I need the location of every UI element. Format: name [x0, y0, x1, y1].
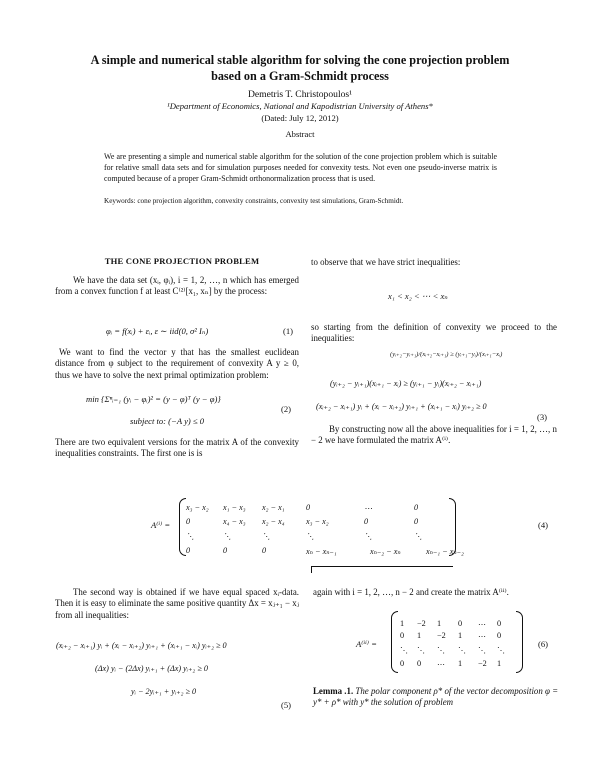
matrix-4-cell: ⋱: [306, 532, 315, 541]
abstract-text: We are presenting a simple and numerical stable algorithm for the solution of the cone projection problem which is suitable for relative small data sets and for simulation purposes needed for convexity tests. Not even one pseudo-inverse matrix is computed because of a proper Gram-Schmidt orthonormalization process that is used.: [104, 152, 497, 183]
abstract-heading: Abstract: [285, 129, 315, 139]
paper-title: [50, 52, 550, 84]
bottom-right-paragraph: again with i = 1, 2, …, n − 2 and create the matrix A⁽ⁱⁱ⁾.: [313, 587, 509, 597]
matrix-6-cell: 0: [400, 631, 405, 640]
matrix-4-cell: x₃ − x₂: [306, 517, 329, 526]
matrix-6-cell: 1: [497, 659, 502, 668]
right-paragraph-3: By constructing now all the above inequalities for i = 1, 2, …, n − 2 we have formulated the matrix A⁽ⁱ⁾.: [311, 424, 557, 446]
matrix-6-cell: 1: [417, 631, 422, 640]
date-line: (Dated: July 12, 2012): [261, 113, 339, 123]
matrix-6-cell: −2: [478, 659, 487, 668]
matrix-6-right-bracket: [516, 611, 523, 673]
matrix-4-cell: ⋯: [364, 504, 373, 513]
matrix-4-label: A⁽ⁱ⁾ =: [151, 520, 171, 530]
matrix-6-cell: 0: [400, 659, 405, 668]
equation-5b: (Δx) yᵢ − (2Δx) yᵢ₊₁ + (Δx) yᵢ₊₂ ≥ 0: [95, 664, 208, 673]
matrix-6-cell: ⋯: [478, 632, 487, 641]
matrix-4-cell: 0: [262, 546, 267, 555]
matrix-4-cell: 0: [223, 546, 228, 555]
matrix-6-cell: 0: [417, 659, 422, 668]
matrix-6-cell: 1: [400, 619, 405, 628]
equation-5-number: (5): [281, 700, 292, 710]
affiliation: ¹Department of Economics, National and Kapodistrian University of Athens*: [167, 101, 433, 111]
matrix-6-cell: 1: [458, 631, 463, 640]
matrix-4-cell: ⋱: [223, 532, 232, 541]
matrix-4-cell: ⋱: [414, 532, 423, 541]
column-rule: [311, 566, 453, 567]
equation-3-number: (3): [537, 412, 548, 422]
lemma-text: The polar component ρ* of the vector decomposition φ = y* + ρ* with y* the solution of problem: [313, 686, 559, 708]
section-title: THE CONE PROJECTION PROBLEM: [104, 256, 260, 266]
matrix-4-cell: x₄ − x₃: [223, 517, 246, 526]
matrix-4-cell: 0: [364, 517, 369, 526]
matrix-6-cell: ⋱: [458, 646, 467, 655]
equation-6-number: (6): [538, 639, 549, 649]
matrix-4-cell: 0: [414, 517, 419, 526]
equation-1-number: (1): [283, 326, 294, 336]
matrix-6-cell: ⋱: [437, 646, 446, 655]
matrix-6-cell: −2: [437, 631, 446, 640]
equation-3b: (xᵢ₊₂ − xᵢ₊₁) yᵢ + (xᵢ − xᵢ₊₂) yᵢ₊₁ + (xᵢ₊₁ − xᵢ) yᵢ₊₂ ≥ 0: [316, 402, 487, 411]
matrix-6-cell: 0: [497, 619, 502, 628]
matrix-6-cell: ⋯: [437, 660, 446, 669]
left-paragraph-3: There are two equivalent versions for the matrix A of the convexity inequalities constraints. The first one is is: [55, 437, 299, 459]
right-paragraph-1: to observe that we have strict inequalities:: [311, 257, 461, 267]
convexity-fraction: (yᵢ₊₂−yᵢ₊₁)/(xᵢ₊₂−xᵢ₊₁) ≥ (yᵢ₊₁−yᵢ)/(xᵢ₊₁−xᵢ): [390, 351, 503, 358]
lemma-heading: Lemma .1.: [313, 686, 354, 696]
matrix-6-cell: ⋱: [497, 646, 506, 655]
matrix-4-cell: 0: [186, 546, 191, 555]
matrix-4-cell: xₙ₋₂ − xₙ: [370, 547, 401, 556]
equation-5a: (xᵢ₊₂ − xᵢ₊₁) yᵢ + (xᵢ − xᵢ₊₂) yᵢ₊₁ + (xᵢ₊₁ − xᵢ) yᵢ₊₂ ≥ 0: [56, 641, 227, 650]
left-paragraph-1: We have the data set (xᵢ, φᵢ), i = 1, 2, …, n which has emerged from a convex function f at least C⁽²⁾[x₁, xₙ] by the process:: [55, 275, 299, 297]
column-rule-tick: [311, 566, 312, 573]
keywords: Keywords: cone projection algorithm, convexity constraints, convexity test simulations, Gram-Schmidt.: [104, 197, 404, 205]
matrix-4-cell: x₂ − x₄: [262, 517, 285, 526]
equation-2-subject: subject to: (−A y) ≤ 0: [130, 416, 205, 426]
matrix-6-cell: −2: [417, 619, 426, 628]
equation-2-min: min {Σⁿᵢ₌₁ (yᵢ − φᵢ)² = (y − φ)ᵀ (y − φ)}: [86, 394, 221, 404]
matrix-4-cell: ⋱: [364, 532, 373, 541]
right-paragraph-2: so starting from the definition of convexity we proceed to the inequalities:: [311, 322, 557, 344]
matrix-6-cell: 1: [458, 659, 463, 668]
matrix-4-cell: xₙ₋₁ − xₙ₋₂: [426, 547, 464, 556]
matrix-6-cell: ⋯: [478, 620, 487, 629]
matrix-6-cell: ⋱: [478, 646, 487, 655]
equation-2-number: (2): [281, 404, 292, 414]
equation-5c: yᵢ − 2yᵢ₊₁ + yᵢ₊₂ ≥ 0: [131, 687, 197, 696]
left-paragraph-2: We want to find the vector y that has the smallest euclidean distance from φ subject to the requirement of convexity A y ≥ 0, thus we have to solve the next primal optimization problem:: [55, 347, 299, 380]
matrix-4-cell: 0: [306, 503, 311, 512]
matrix-4-cell: ⋱: [186, 532, 195, 541]
title-line-1: A simple and numerical stable algorithm for solving the cone projection problem: [90, 53, 510, 67]
matrix-6-cell: ⋱: [400, 646, 409, 655]
matrix-4-cell: x₂ − x₁: [262, 503, 285, 512]
matrix-6-cell: ⋱: [417, 646, 426, 655]
equation-4-number: (4): [538, 520, 549, 530]
matrix-4-cell: 0: [414, 503, 419, 512]
matrix-4-cell: 0: [186, 517, 191, 526]
matrix-6-cell: 1: [437, 619, 442, 628]
bottom-left-paragraph: The second way is obtained if we have equal spaced xᵢ-data. Then it is easy to eliminate the same positive quantity Δx = xⱼ₊₁ − xⱼ from all inequalities:: [55, 587, 299, 620]
matrix-4-cell: xₙ − xₙ₋₁: [306, 547, 337, 556]
matrix-4-cell: x₃ − x₂: [186, 503, 209, 512]
lemma: [313, 686, 559, 709]
matrix-6-cell: 0: [458, 619, 463, 628]
matrix-4-left-bracket: [179, 498, 186, 556]
equation-1: φᵢ = f(xᵢ) + εᵢ, ε ∼ iid(0, σ² Iₙ): [106, 326, 209, 336]
matrix-6-cell: 0: [497, 631, 502, 640]
matrix-4-cell: ⋱: [262, 532, 271, 541]
author: Demetris T. Christopoulos¹: [247, 89, 353, 100]
arxiv-sidebar: [28, 404, 52, 428]
strict-inequalities: x₁ < x₂ < ⋯ < xₙ: [388, 291, 448, 301]
equation-3a: (yᵢ₊₂ − yᵢ₊₁)(xᵢ₊₁ − xᵢ) ≥ (yᵢ₊₁ − yᵢ)(xᵢ₊₂ − xᵢ₊₁): [330, 379, 482, 388]
title-line-2: based on a Gram-Schmidt process: [211, 69, 389, 83]
matrix-4-cell: x₁ − x₃: [223, 503, 246, 512]
matrix-6-left-bracket: [391, 611, 398, 673]
matrix-6-label: A⁽ⁱⁱ⁾ =: [356, 639, 377, 649]
